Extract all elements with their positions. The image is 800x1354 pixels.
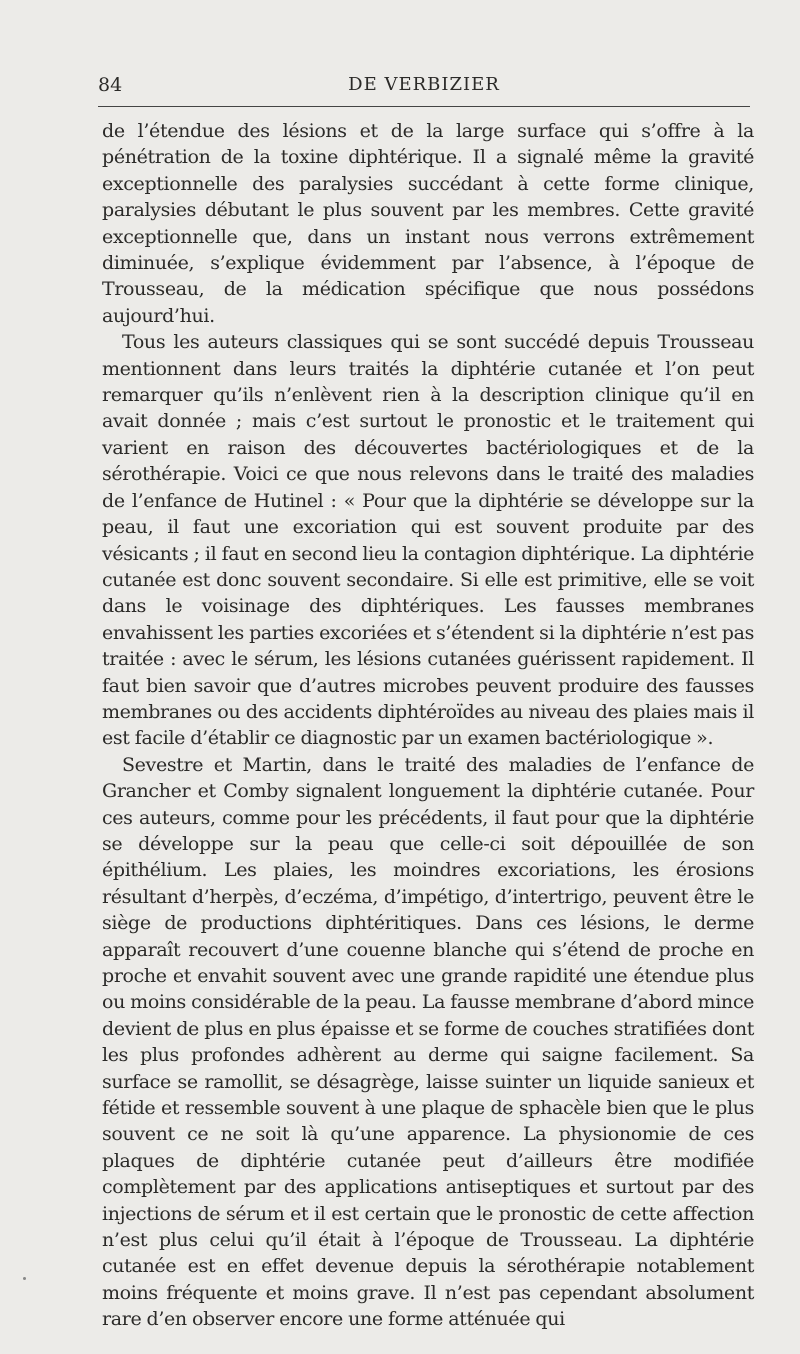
- paper-speck: [23, 1277, 26, 1280]
- body-text: [102, 118, 754, 1333]
- paragraph-3: Sevestre et Martin, dans le traité des maladies de l’enfance de Grancher et Comby signalent longuement la diphtérie cutanée. Pour ces auteurs, comme pour les précédents, il faut pour que la diphtérie se développe sur la peau que celle-ci soit dépouillée de son épithélium. Les plaies, les moindres excoriations, les érosions résultant d’herpès, d’eczéma, d’impétigo, d’intertrigo, peuvent être le siège de productions diphtéritiques. Dans ces lésions, le derme apparaît recouvert d’une couenne blanche qui s’étend de proche en proche et envahit souvent avec une grande rapidité une étendue plus ou moins considérable de la peau. La fausse membrane d’abord mince devient de plus en plus épaisse et se forme de couches stratifiées dont les plus profondes adhèrent au derme qui saigne facilement. Sa surface se ramollit, se désagrège, laisse suinter un liquide sanieux et fétide et ressemble souvent à une plaque de sphacèle bien que le plus souvent ce ne soit là qu’une apparence. La physionomie de ces plaques de diphtérie cutanée peut d’ailleurs être modifiée complètement par des applications antiseptiques et surtout par des injections de sérum et il est certain que le pronostic de cette affection n’est plus celui qu’il était à l’époque de Trousseau. La diphtérie cutanée est en effet devenue depuis la sérothérapie notablement moins fréquente et moins grave. Il n’est pas cependant absolument rare d’en observer encore une forme atténuée qui: [102, 753, 754, 1331]
- page-number: 84: [98, 74, 123, 96]
- paragraph-1: de l’étendue des lésions et de la large surface qui s’offre à la pénétration de la toxine diphtérique. Il a signalé même la gravité exceptionnelle des paralysies succédant à cette forme clinique, paralysies débutant le plus souvent par les membres. Cette gravité exceptionnelle que, dans un instant nous verrons extrêmement diminuée, s’explique évidemment par l’absence, à l’époque de Trousseau, de la médication spécifique que nous possédons aujourd’hui.: [102, 120, 754, 327]
- running-title: DE VERBIZIER: [348, 74, 500, 95]
- header-rule: [98, 106, 750, 107]
- paragraph-2: Tous les auteurs classiques qui se sont succédé depuis Trousseau mentionnent dans leurs traités la diphtérie cutanée et l’on peut remarquer qu’ils n’enlèvent rien à la description clinique qu’il en avait donnée ; mais c’est surtout le pronostic et le traitement qui varient en raison des découvertes bactériologiques et de la sérothérapie. Voici ce que nous relevons dans le traité des maladies de l’enfance de Hutinel : « Pour que la diphtérie se développe sur la peau, il faut une excoriation qui est souvent produite par des vésicants ; il faut en second lieu la contagion diphtérique. La diphtérie cutanée est donc souvent secondaire. Si elle est primitive, elle se voit dans le voisinage des diphtériques. Les fausses membranes envahissent les parties excoriées et s’étendent si la diphtérie n’est pas traitée : avec le sérum, les lésions cutanées guérissent rapidement. Il faut bien savoir que d’autres microbes peuvent produire des fausses membranes ou des accidents diphtéroïdes au niveau des plaies mais il est facile d’établir ce diagnostic par un examen bactériologique ».: [102, 331, 754, 750]
- running-head: [98, 72, 750, 102]
